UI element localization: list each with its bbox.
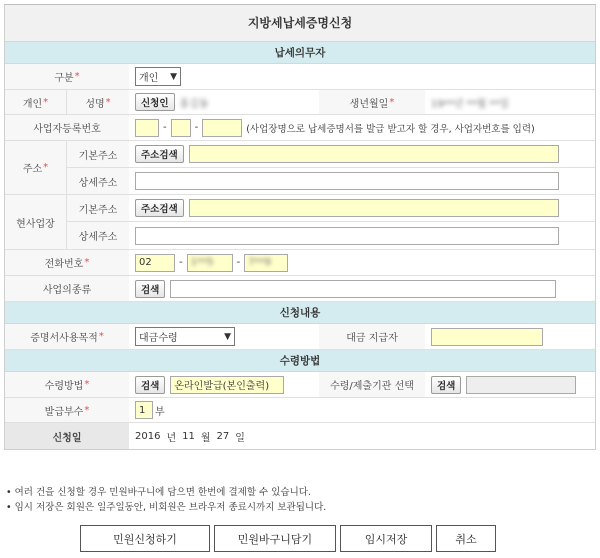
workplace-detail-input[interactable] bbox=[135, 227, 559, 245]
bizno-part1-input[interactable] bbox=[135, 119, 159, 137]
workplace-search-button[interactable]: 주소검색 bbox=[135, 199, 184, 217]
business-type-search-button[interactable]: 검색 bbox=[135, 280, 165, 298]
address-label: 주소 * bbox=[5, 141, 67, 194]
copies-unit: 부 bbox=[155, 406, 165, 418]
type-row bbox=[5, 64, 595, 90]
name-label: 성명 * bbox=[67, 90, 129, 114]
apply-date-value: 2016 년 11 월 27 일 bbox=[135, 430, 245, 444]
section-application: 신청내용 bbox=[5, 302, 595, 324]
applicant-button[interactable]: 신청인 bbox=[135, 93, 175, 111]
action-bar bbox=[80, 525, 496, 552]
type-select[interactable]: 개인 ▼ bbox=[135, 67, 181, 86]
workplace-label: 현사업장 bbox=[5, 195, 67, 249]
chevron-down-icon: ▼ bbox=[224, 331, 231, 342]
apply-date-row bbox=[5, 423, 595, 449]
purpose-label: 증명서사용목적 * bbox=[5, 324, 129, 349]
chevron-down-icon: ▼ bbox=[170, 71, 177, 82]
business-type-label: 사업의종류 bbox=[5, 276, 129, 301]
bizno-part2-input[interactable] bbox=[171, 119, 191, 137]
bizno-part3-input[interactable] bbox=[202, 119, 242, 137]
name-value: 홍길동 bbox=[179, 98, 209, 110]
payer-input[interactable] bbox=[431, 328, 543, 346]
phone-part1-input[interactable]: 02 bbox=[135, 254, 175, 272]
phone-part2-input[interactable]: 1**5 bbox=[187, 254, 233, 272]
agency-input[interactable] bbox=[466, 376, 576, 394]
notes bbox=[6, 485, 326, 515]
address-search-button[interactable]: 주소검색 bbox=[135, 145, 184, 163]
phone-part3-input[interactable]: 7**9 bbox=[244, 254, 288, 272]
individual-group-label: 개인 * bbox=[5, 90, 67, 114]
birth-value: 19**년 **월 **일 bbox=[431, 98, 510, 110]
section-taxpayer: 납세의무자 bbox=[5, 42, 595, 64]
section-receipt: 수령방법 bbox=[5, 350, 595, 372]
cancel-button[interactable]: 취소 bbox=[436, 525, 496, 552]
note-item: • 여러 건을 신청할 경우 민원바구니에 담으면 한번에 결제할 수 있습니다. bbox=[6, 487, 311, 498]
bizno-row: 사업자등록번호 - - (사업장명으로 납세증명서를 발급 받고자 할 경우, 사업자번호를 입력) bbox=[5, 115, 595, 141]
temp-save-button[interactable]: 임시저장 bbox=[340, 525, 432, 552]
page-title: 지방세납세증명신청 bbox=[5, 5, 595, 42]
type-label: 구분 * bbox=[5, 64, 129, 89]
workplace-row bbox=[5, 195, 595, 250]
birth-label: 생년월일 * bbox=[319, 90, 425, 114]
receive-method-input[interactable]: 온라인발급(본인출력) bbox=[170, 376, 284, 394]
phone-label: 전화번호 * bbox=[5, 250, 129, 275]
workplace-base-label: 기본주소 bbox=[67, 195, 129, 221]
bizno-label: 사업자등록번호 bbox=[5, 115, 129, 140]
apply-button[interactable]: 민원신청하기 bbox=[80, 525, 210, 552]
receive-method-row bbox=[5, 372, 595, 398]
payer-label: 대금 지급자 bbox=[319, 324, 425, 349]
address-detail-input[interactable] bbox=[135, 172, 559, 190]
copies-row bbox=[5, 398, 595, 423]
address-row bbox=[5, 141, 595, 195]
address-detail-label: 상세주소 bbox=[67, 168, 129, 194]
copies-input[interactable]: 1 bbox=[135, 401, 153, 419]
workplace-base-input[interactable] bbox=[189, 199, 559, 217]
purpose-select[interactable]: 대금수령 ▼ bbox=[135, 327, 235, 346]
purpose-row bbox=[5, 324, 595, 350]
phone-row: 전화번호 * 02 - 1**5 - 7**9 bbox=[5, 250, 595, 276]
individual-row bbox=[5, 90, 595, 115]
address-base-label: 기본주소 bbox=[67, 141, 129, 167]
add-to-basket-button[interactable]: 민원바구니담기 bbox=[214, 525, 336, 552]
workplace-detail-label: 상세주소 bbox=[67, 222, 129, 249]
note-item: • 임시 저장은 회원은 일주일동안, 비회원은 브라우저 종료시까지 보관됩니다. bbox=[6, 502, 327, 513]
copies-label: 발급부수 * bbox=[5, 398, 129, 422]
agency-label: 수령/제출기관 선택 bbox=[319, 372, 425, 397]
address-base-input[interactable] bbox=[189, 145, 559, 163]
agency-search-button[interactable]: 검색 bbox=[431, 376, 461, 394]
receive-method-label: 수령방법 * bbox=[5, 372, 129, 397]
business-type-input[interactable] bbox=[170, 280, 556, 298]
tax-certificate-form bbox=[4, 4, 596, 450]
bizno-note: (사업장명으로 납세증명서를 발급 받고자 할 경우, 사업자번호를 입력) bbox=[246, 123, 535, 135]
receive-method-search-button[interactable]: 검색 bbox=[135, 376, 165, 394]
apply-date-label: 신청일 bbox=[5, 423, 129, 449]
business-type-row bbox=[5, 276, 595, 302]
